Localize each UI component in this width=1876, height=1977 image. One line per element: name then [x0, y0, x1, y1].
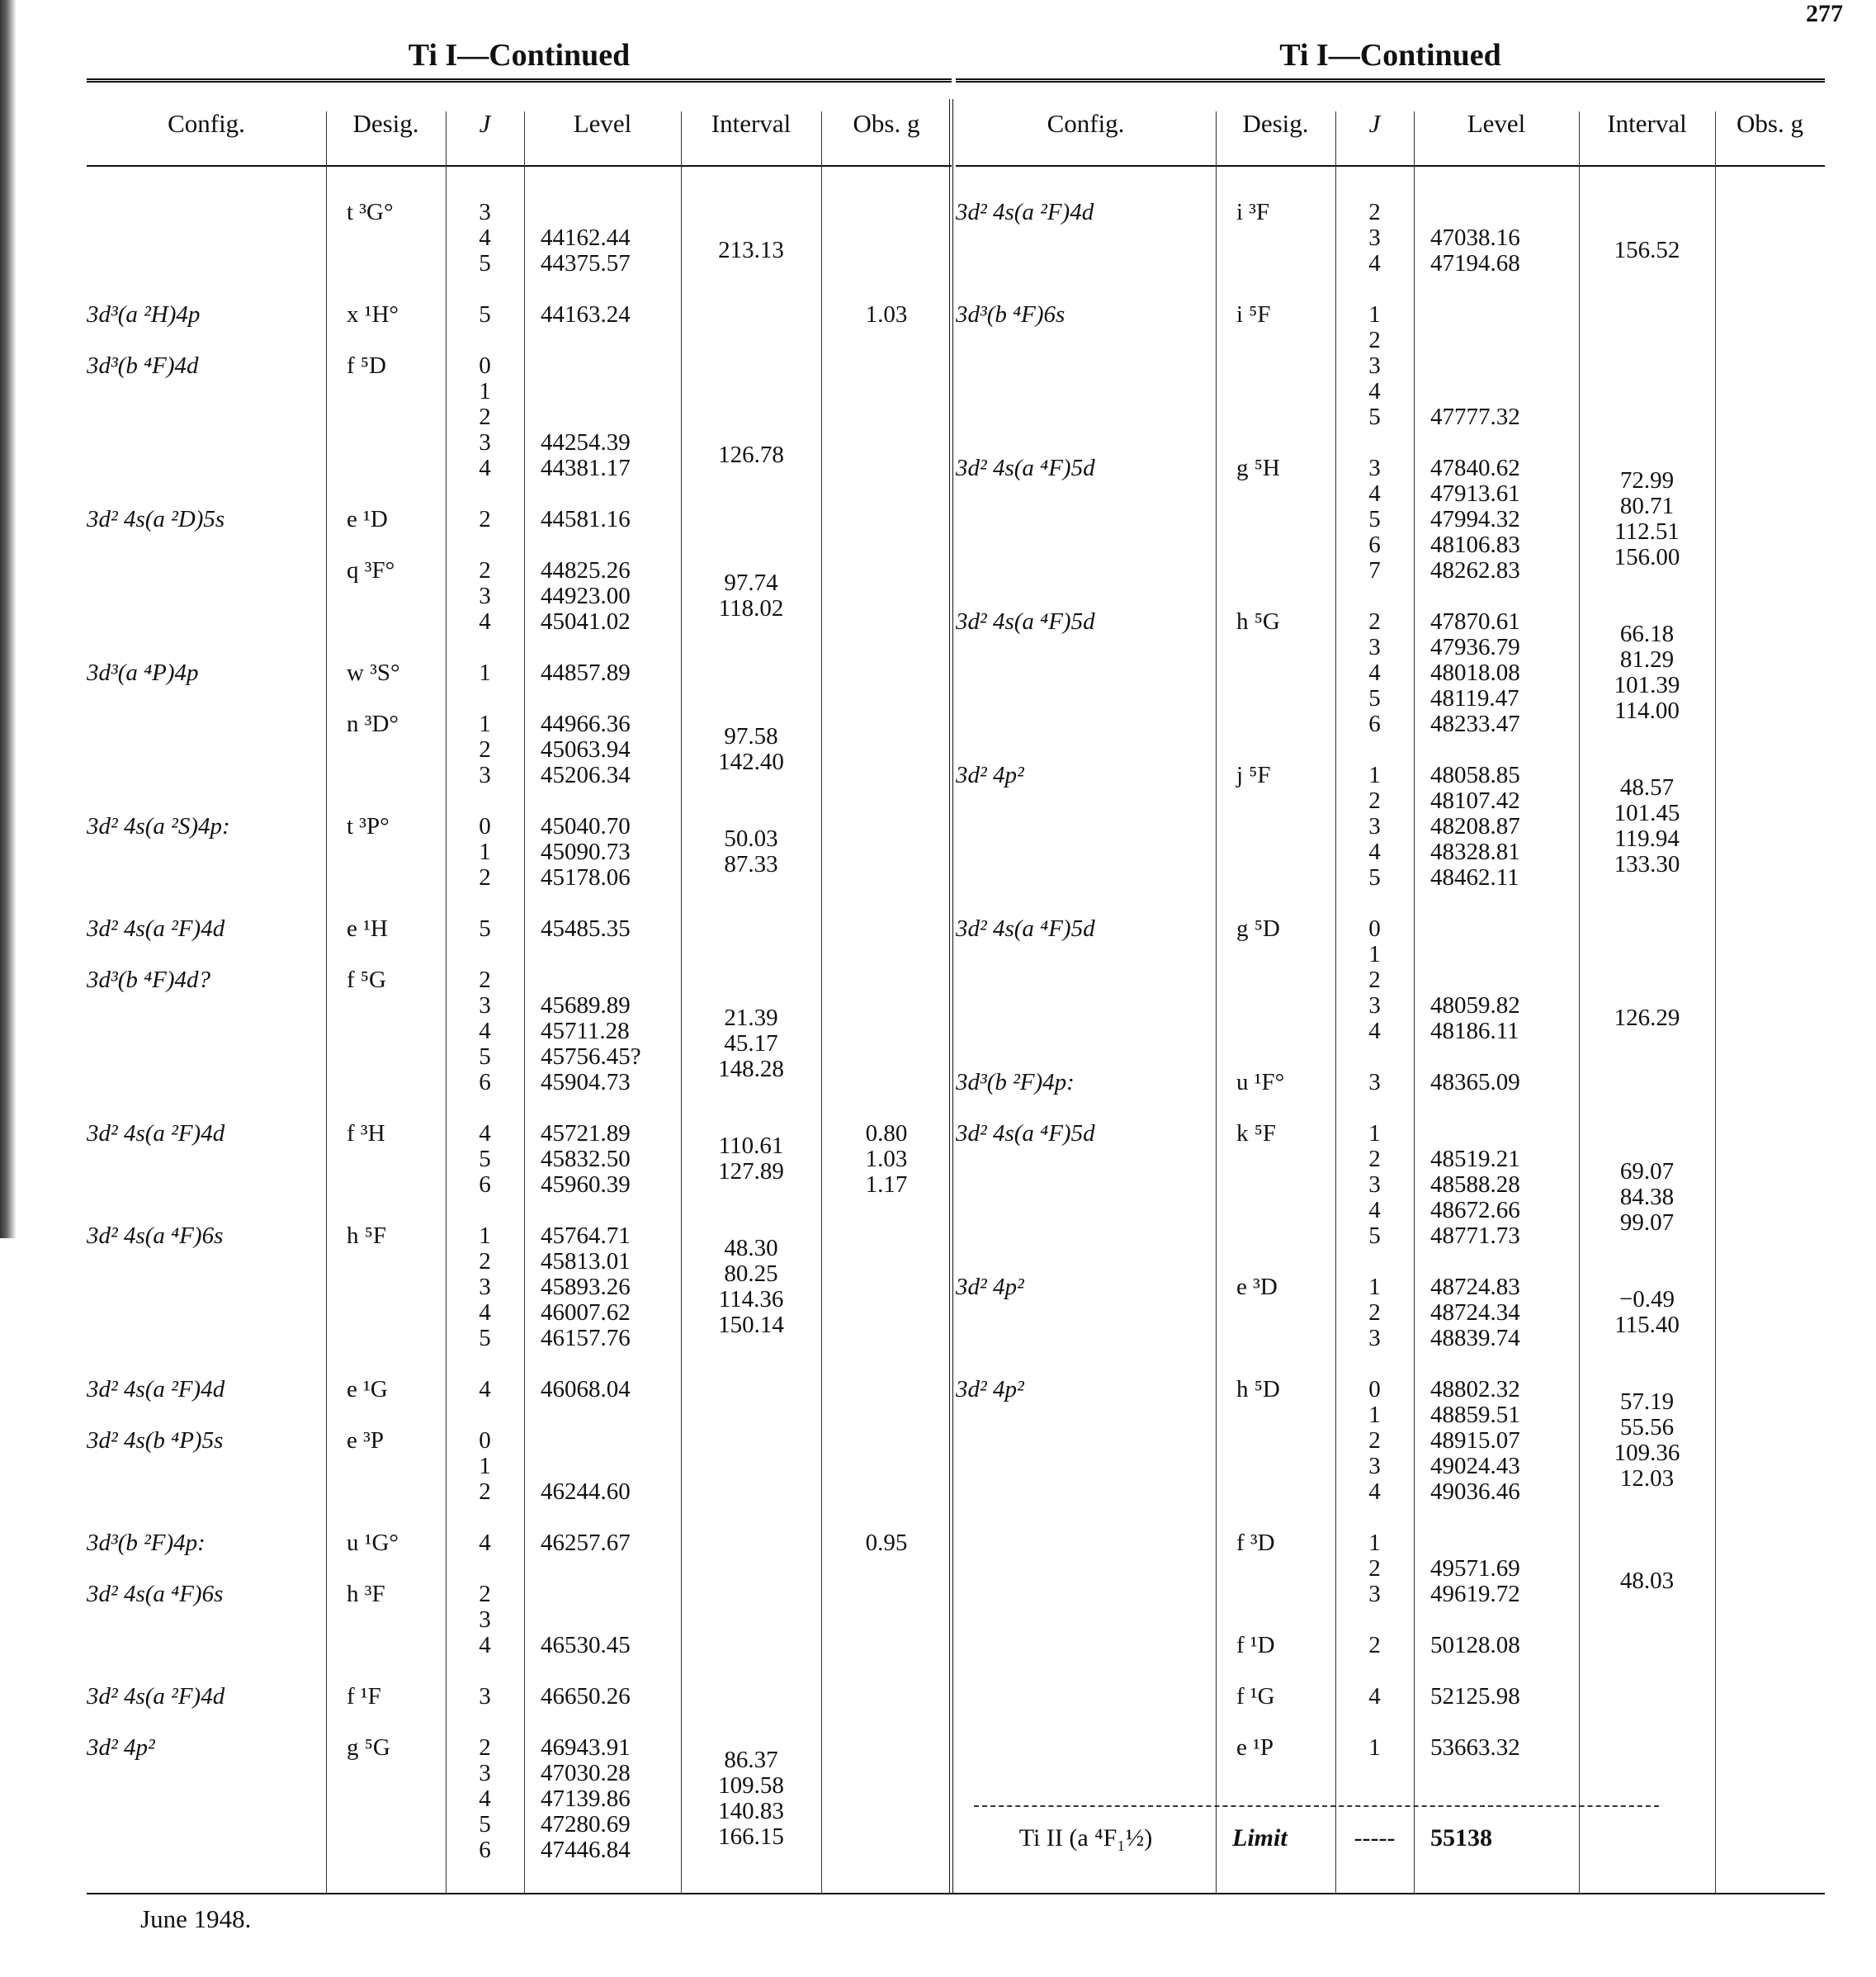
- limit-desig: Limit: [1232, 1824, 1288, 1852]
- obs-g-cell: [1715, 916, 1825, 1044]
- j-cell: 3 4 5: [479, 199, 491, 277]
- level-cell: 47870.61 47936.79 48018.08 48119.47 48233.47: [1430, 608, 1520, 737]
- table-row: [956, 1377, 1825, 1505]
- table-row: [956, 763, 1825, 891]
- obs-g-cell: [1715, 200, 1825, 277]
- obs-g-cell: [1715, 1275, 1825, 1351]
- level-cell: 44254.39 44381.17: [541, 429, 631, 481]
- interval-cell: [1579, 1735, 1715, 1761]
- header-config: Config.: [1047, 109, 1125, 138]
- designation-cell: t ³G°: [347, 199, 394, 225]
- obs-g-cell: [821, 507, 952, 532]
- column-rule: [1715, 111, 1716, 1894]
- designation-cell: g ⁵H: [1236, 455, 1280, 481]
- j-cell: 0 1 2 3 4: [479, 352, 491, 481]
- j-cell: 4: [479, 1376, 491, 1402]
- table-row: [956, 609, 1825, 737]
- table-row: [956, 1121, 1825, 1249]
- header-level: Level: [1467, 109, 1526, 138]
- config-cell: [956, 1684, 1216, 1710]
- designation-cell: e ¹P: [1236, 1734, 1274, 1761]
- level-cell: 48059.82 48186.11: [1430, 992, 1520, 1044]
- config-cell: 3d² 4s(a ²F)4d: [956, 199, 1094, 225]
- interval-cell: [1579, 1070, 1715, 1095]
- j-cell: 1 2 3 4 5: [1368, 1120, 1381, 1249]
- config-cell: 3d³(b ⁴F)4d?: [87, 967, 211, 993]
- limit-config: Ti II (a ⁴F₁½): [1018, 1824, 1153, 1852]
- config-cell: 3d² 4s(a ⁴F)5d: [956, 455, 1095, 481]
- j-cell: 1 2 3: [1368, 1530, 1381, 1607]
- level-cell: 48519.21 48588.28 48672.66 48771.73: [1430, 1146, 1520, 1249]
- obs-g-cell: [1715, 1121, 1825, 1249]
- level-cell: 46650.26: [541, 1683, 631, 1710]
- level-cell: 45689.89 45711.28 45756.45? 45904.73: [541, 992, 641, 1095]
- obs-g-cell: [1715, 1530, 1825, 1607]
- limit-dashed-rule: [974, 1805, 1659, 1807]
- level-cell: 46257.67: [541, 1530, 631, 1556]
- designation-cell: g ⁵G: [347, 1734, 390, 1761]
- obs-g-cell: [821, 814, 952, 891]
- right-table-body: [956, 167, 1825, 1761]
- j-cell: 1: [1368, 1734, 1381, 1761]
- obs-g-cell: [821, 660, 952, 686]
- table-row: [956, 1275, 1825, 1351]
- interval-cell: 69.07 84.38 99.07: [1619, 1158, 1675, 1236]
- level-cell: 46943.91 47030.28 47139.86 47280.69 47446.84: [541, 1734, 631, 1863]
- designation-cell: n ³D°: [347, 711, 399, 737]
- title-ion: I: [1316, 38, 1329, 73]
- designation-cell: f ³D: [1236, 1530, 1275, 1556]
- obs-g-cell: 0.80 1.03 1.17: [865, 1120, 908, 1198]
- table-row: [956, 200, 1825, 277]
- config-cell: 3d³(b ²F)4p:: [956, 1069, 1075, 1095]
- config-cell: 3d² 4s(a ⁴F)6s: [87, 1581, 224, 1607]
- obs-g-cell: 1.03: [865, 301, 908, 328]
- title-element: Ti: [1279, 38, 1316, 73]
- level-cell: 44162.44 44375.57: [541, 225, 631, 277]
- config-cell: [956, 1735, 1216, 1761]
- header-obs-g: Obs. g: [1737, 109, 1803, 138]
- level-cell: 48724.83 48724.34 48839.74: [1430, 1274, 1520, 1351]
- config-cell: 3d³(b ⁴F)4d: [87, 352, 199, 379]
- designation-cell: w ³S°: [347, 660, 400, 686]
- interval-cell: [681, 1684, 821, 1710]
- obs-g-cell: [821, 200, 952, 277]
- interval-cell: 48.03: [1619, 1568, 1675, 1594]
- header-interval: Interval: [1607, 109, 1687, 138]
- j-cell: 1 2 3 4 5: [1368, 762, 1381, 891]
- interval-cell: 126.78: [718, 442, 784, 468]
- j-cell: 3: [479, 1683, 491, 1710]
- header-interval: Interval: [711, 109, 792, 138]
- designation-cell: e ³P: [347, 1427, 384, 1454]
- level-cell: 50128.08: [1430, 1632, 1520, 1658]
- level-cell: 44966.36 45063.94 45206.34: [541, 711, 631, 788]
- j-cell: 0 1 2 3 4: [1368, 1376, 1381, 1505]
- designation-cell: k ⁵F: [1236, 1120, 1276, 1147]
- level-cell: 45040.70 45090.73 45178.06: [541, 813, 631, 891]
- ionization-limit-row: [956, 1824, 1825, 1852]
- right-table-title: [956, 33, 1825, 78]
- designation-cell: t ³P°: [347, 813, 390, 840]
- j-cell: 1 2 3 4 5: [1368, 301, 1381, 430]
- table-row: [956, 916, 1825, 1044]
- obs-g-cell: [1715, 1684, 1825, 1710]
- obs-g-cell: [1715, 1735, 1825, 1761]
- binding-edge: [0, 0, 17, 1238]
- config-cell: 3d³(a ²H)4p: [87, 301, 201, 328]
- table-row: [956, 1633, 1825, 1658]
- page-number: 277: [1806, 0, 1843, 27]
- column-rule: [1216, 111, 1217, 1894]
- designation-cell: f ¹F: [347, 1683, 381, 1710]
- config-cell: [956, 1633, 1216, 1658]
- designation-cell: f ³H: [347, 1120, 385, 1147]
- title-element: Ti: [408, 38, 446, 73]
- obs-g-cell: [821, 1223, 952, 1351]
- config-cell: 3d² 4s(a ⁴F)5d: [956, 1120, 1095, 1147]
- column-rule: [446, 111, 447, 1894]
- config-cell: 3d² 4s(a ²D)5s: [87, 506, 225, 532]
- config-cell: 3d³(b ⁴F)6s: [956, 301, 1066, 328]
- j-cell: 5: [479, 301, 491, 328]
- column-rule: [1414, 111, 1415, 1894]
- designation-cell: f ¹G: [1236, 1683, 1275, 1710]
- obs-g-cell: [821, 1684, 952, 1710]
- designation-cell: f ⁵D: [347, 352, 386, 379]
- obs-g-cell: [821, 967, 952, 1095]
- config-cell: 3d² 4s(a ⁴F)5d: [956, 608, 1095, 635]
- column-rule: [1579, 111, 1580, 1894]
- designation-cell: u ¹F°: [1236, 1069, 1285, 1095]
- interval-cell: 97.74 118.02: [718, 570, 784, 622]
- table-row: [956, 1735, 1825, 1761]
- column-rule: [524, 111, 525, 1894]
- obs-g-cell: [1715, 763, 1825, 891]
- header-config: Config.: [168, 109, 245, 138]
- j-cell: 2 3 4 5 6: [1368, 608, 1381, 737]
- obs-g-cell: [821, 1735, 952, 1863]
- designation-cell: q ³F°: [347, 557, 395, 584]
- config-cell: 3d³(b ²F)4p:: [87, 1530, 206, 1556]
- table-row: [956, 1070, 1825, 1095]
- config-cell: 3d² 4s(a ²F)4d: [87, 1120, 225, 1147]
- footer-date: June 1948.: [140, 1904, 252, 1933]
- interval-cell: −0.49 115.40: [1614, 1286, 1680, 1338]
- obs-g-cell: [821, 1377, 952, 1402]
- designation-cell: x ¹H°: [347, 301, 399, 328]
- header-desig: Desig.: [352, 109, 419, 138]
- interval-cell: [681, 302, 821, 328]
- level-cell: 48802.32 48859.51 48915.07 49024.43 49036.46: [1430, 1376, 1520, 1505]
- header-desig: Desig.: [1242, 109, 1309, 138]
- config-cell: [87, 712, 326, 788]
- designation-cell: f ⁵G: [347, 967, 386, 993]
- header-j: J: [1368, 109, 1381, 138]
- j-cell: 2 3 4: [1368, 199, 1381, 277]
- obs-g-cell: [1715, 456, 1825, 584]
- level-cell: 44857.89: [541, 660, 631, 686]
- right-table: [956, 33, 1825, 1852]
- interval-cell: [681, 1530, 821, 1556]
- right-table-header: [956, 78, 1825, 167]
- j-cell: 0 1 2 3 4: [1368, 915, 1381, 1044]
- table-row: [956, 456, 1825, 584]
- obs-g-cell: [821, 353, 952, 481]
- level-cell: 44825.26 44923.00 45041.02: [541, 557, 631, 635]
- designation-cell: e ¹D: [347, 506, 388, 532]
- designation-cell: u ¹G°: [347, 1530, 399, 1556]
- obs-g-cell: 0.95: [865, 1530, 908, 1556]
- obs-g-cell: [821, 1582, 952, 1658]
- j-cell: 0 1 2: [479, 1427, 491, 1505]
- designation-cell: j ⁵F: [1236, 762, 1271, 788]
- interval-cell: [681, 916, 821, 942]
- interval-cell: 48.57 101.45 119.94 133.30: [1614, 774, 1680, 877]
- j-cell: 3: [1368, 1069, 1381, 1095]
- level-cell: 45485.35: [541, 915, 631, 942]
- j-cell: 2: [479, 506, 491, 532]
- interval-cell: 126.29: [1614, 1005, 1680, 1031]
- j-cell: 1 2 3 4 5: [479, 1223, 491, 1351]
- interval-cell: [681, 1377, 821, 1402]
- j-cell: 0 1 2: [479, 813, 491, 891]
- interval-cell: 110.61 127.89: [718, 1133, 784, 1185]
- config-cell: 3d² 4p²: [956, 762, 1024, 788]
- j-cell: 1 2 3: [1368, 1274, 1381, 1351]
- designation-cell: i ⁵F: [1236, 301, 1271, 328]
- interval-cell: 72.99 80.71 112.51 156.00: [1614, 467, 1680, 570]
- interval-cell: 213.13: [718, 237, 784, 263]
- designation-cell: h ³F: [347, 1581, 385, 1607]
- config-cell: [87, 200, 326, 277]
- limit-j: -----: [1354, 1824, 1396, 1852]
- column-rule: [1335, 111, 1336, 1894]
- interval-cell: 86.37 109.58 140.83 166.15: [718, 1747, 784, 1850]
- config-cell: 3d² 4p²: [956, 1376, 1024, 1402]
- designation-cell: g ⁵D: [1236, 915, 1280, 942]
- config-cell: 3d² 4s(a ²F)4d: [87, 915, 225, 942]
- config-cell: 3d² 4s(a ²F)4d: [87, 1683, 225, 1710]
- interval-cell: 21.39 45.17 148.28: [718, 1005, 784, 1082]
- interval-cell: 48.30 80.25 114.36 150.14: [718, 1235, 784, 1338]
- interval-cell: [681, 1428, 821, 1505]
- obs-g-cell: [821, 712, 952, 788]
- j-cell: 5: [479, 915, 491, 942]
- level-cell: 45764.71 45813.01 45893.26 46007.62 46157.76: [541, 1223, 631, 1351]
- level-cell: 47038.16 47194.68: [1430, 225, 1520, 277]
- designation-cell: h ⁵F: [347, 1223, 386, 1249]
- interval-cell: [1579, 302, 1715, 430]
- config-cell: 3d³(a ⁴P)4p: [87, 660, 199, 686]
- config-cell: [956, 1530, 1216, 1607]
- header-j: J: [479, 109, 491, 138]
- obs-g-cell: [1715, 1633, 1825, 1658]
- interval-cell: [1579, 1633, 1715, 1658]
- config-cell: 3d² 4s(a ²F)4d: [87, 1376, 225, 1402]
- level-cell: 53663.32: [1430, 1734, 1520, 1761]
- config-cell: 3d² 4p²: [956, 1274, 1024, 1300]
- left-table-title: [87, 33, 952, 78]
- obs-g-cell: [1715, 302, 1825, 430]
- config-cell: [87, 558, 326, 635]
- title-rest: —Continued: [1328, 38, 1501, 73]
- level-cell: 45721.89 45832.50 45960.39: [541, 1120, 631, 1198]
- level-cell: 47840.62 47913.61 47994.32 48106.83 48262.83: [1430, 455, 1520, 584]
- config-cell: 3d² 4s(a ²S)4p:: [87, 813, 230, 840]
- j-cell: 2 3 4 5 6: [479, 1734, 491, 1863]
- j-cell: 4 5 6: [479, 1120, 491, 1198]
- j-cell: 2 3 4: [479, 557, 491, 635]
- interval-cell: [681, 507, 821, 532]
- j-cell: 3 4 5 6 7: [1368, 455, 1381, 584]
- table-row: [956, 1684, 1825, 1710]
- j-cell: 1 2 3: [479, 711, 491, 788]
- interval-cell: 97.58 142.40: [718, 723, 784, 775]
- level-cell: 48365.09: [1430, 1069, 1520, 1095]
- obs-g-cell: [1715, 1377, 1825, 1505]
- j-cell: 2 3 4: [479, 1581, 491, 1658]
- interval-cell: [681, 1582, 821, 1658]
- column-rule: [821, 111, 822, 1894]
- config-cell: 3d² 4s(a ⁴F)6s: [87, 1223, 224, 1249]
- j-cell: 4: [1368, 1683, 1381, 1710]
- table-row: [956, 1530, 1825, 1607]
- j-cell: 2 3 4 5 6: [479, 967, 491, 1095]
- obs-g-cell: [1715, 609, 1825, 737]
- level-cell: 46244.60: [541, 1478, 631, 1505]
- config-cell: 3d² 4s(a ⁴F)5d: [956, 915, 1095, 942]
- level-cell: 52125.98: [1430, 1683, 1520, 1710]
- interval-cell: 66.18 81.29 101.39 114.00: [1614, 621, 1680, 724]
- interval-cell: [1579, 1684, 1715, 1710]
- interval-cell: 50.03 87.33: [724, 825, 778, 877]
- interval-cell: 57.19 55.56 109.36 12.03: [1614, 1388, 1680, 1492]
- designation-cell: e ³D: [1236, 1274, 1278, 1300]
- j-cell: 4: [479, 1530, 491, 1556]
- title-rest: —Continued: [457, 38, 631, 73]
- interval-cell: 156.52: [1614, 237, 1680, 263]
- obs-g-cell: [821, 1428, 952, 1505]
- designation-cell: h ⁵G: [1236, 608, 1280, 635]
- column-rule: [681, 111, 682, 1894]
- obs-g-cell: [821, 558, 952, 635]
- obs-g-cell: [1715, 1070, 1825, 1095]
- level-cell: 44163.24: [541, 301, 631, 328]
- j-cell: 1: [479, 660, 491, 686]
- column-divider: [949, 99, 953, 1894]
- limit-level: 55138: [1430, 1824, 1492, 1852]
- column-rule: [326, 111, 327, 1894]
- designation-cell: e ¹G: [347, 1376, 388, 1402]
- designation-cell: e ¹H: [347, 915, 388, 942]
- config-cell: 3d² 4p²: [87, 1734, 155, 1761]
- table-row: [956, 302, 1825, 430]
- level-cell: 48058.85 48107.42 48208.87 48328.81 48462.11: [1430, 762, 1520, 891]
- title-ion: I: [445, 38, 458, 73]
- header-obs-g: Obs. g: [853, 109, 920, 138]
- level-cell: 46068.04: [541, 1376, 631, 1402]
- designation-cell: i ³F: [1236, 199, 1270, 225]
- bottom-rule: [87, 1893, 1825, 1894]
- header-level: Level: [573, 109, 632, 138]
- level-cell: 46530.45: [541, 1632, 631, 1658]
- interval-cell: [681, 660, 821, 686]
- j-cell: 2: [1368, 1632, 1381, 1658]
- left-table: [87, 33, 952, 1889]
- level-cell: 49571.69 49619.72: [1430, 1555, 1520, 1607]
- designation-cell: f ¹D: [1236, 1632, 1275, 1658]
- designation-cell: h ⁵D: [1236, 1376, 1280, 1402]
- obs-g-cell: [821, 916, 952, 942]
- level-cell: 47777.32: [1430, 404, 1520, 430]
- config-cell: 3d² 4s(b ⁴P)5s: [87, 1427, 224, 1454]
- level-cell: 44581.16: [541, 506, 631, 532]
